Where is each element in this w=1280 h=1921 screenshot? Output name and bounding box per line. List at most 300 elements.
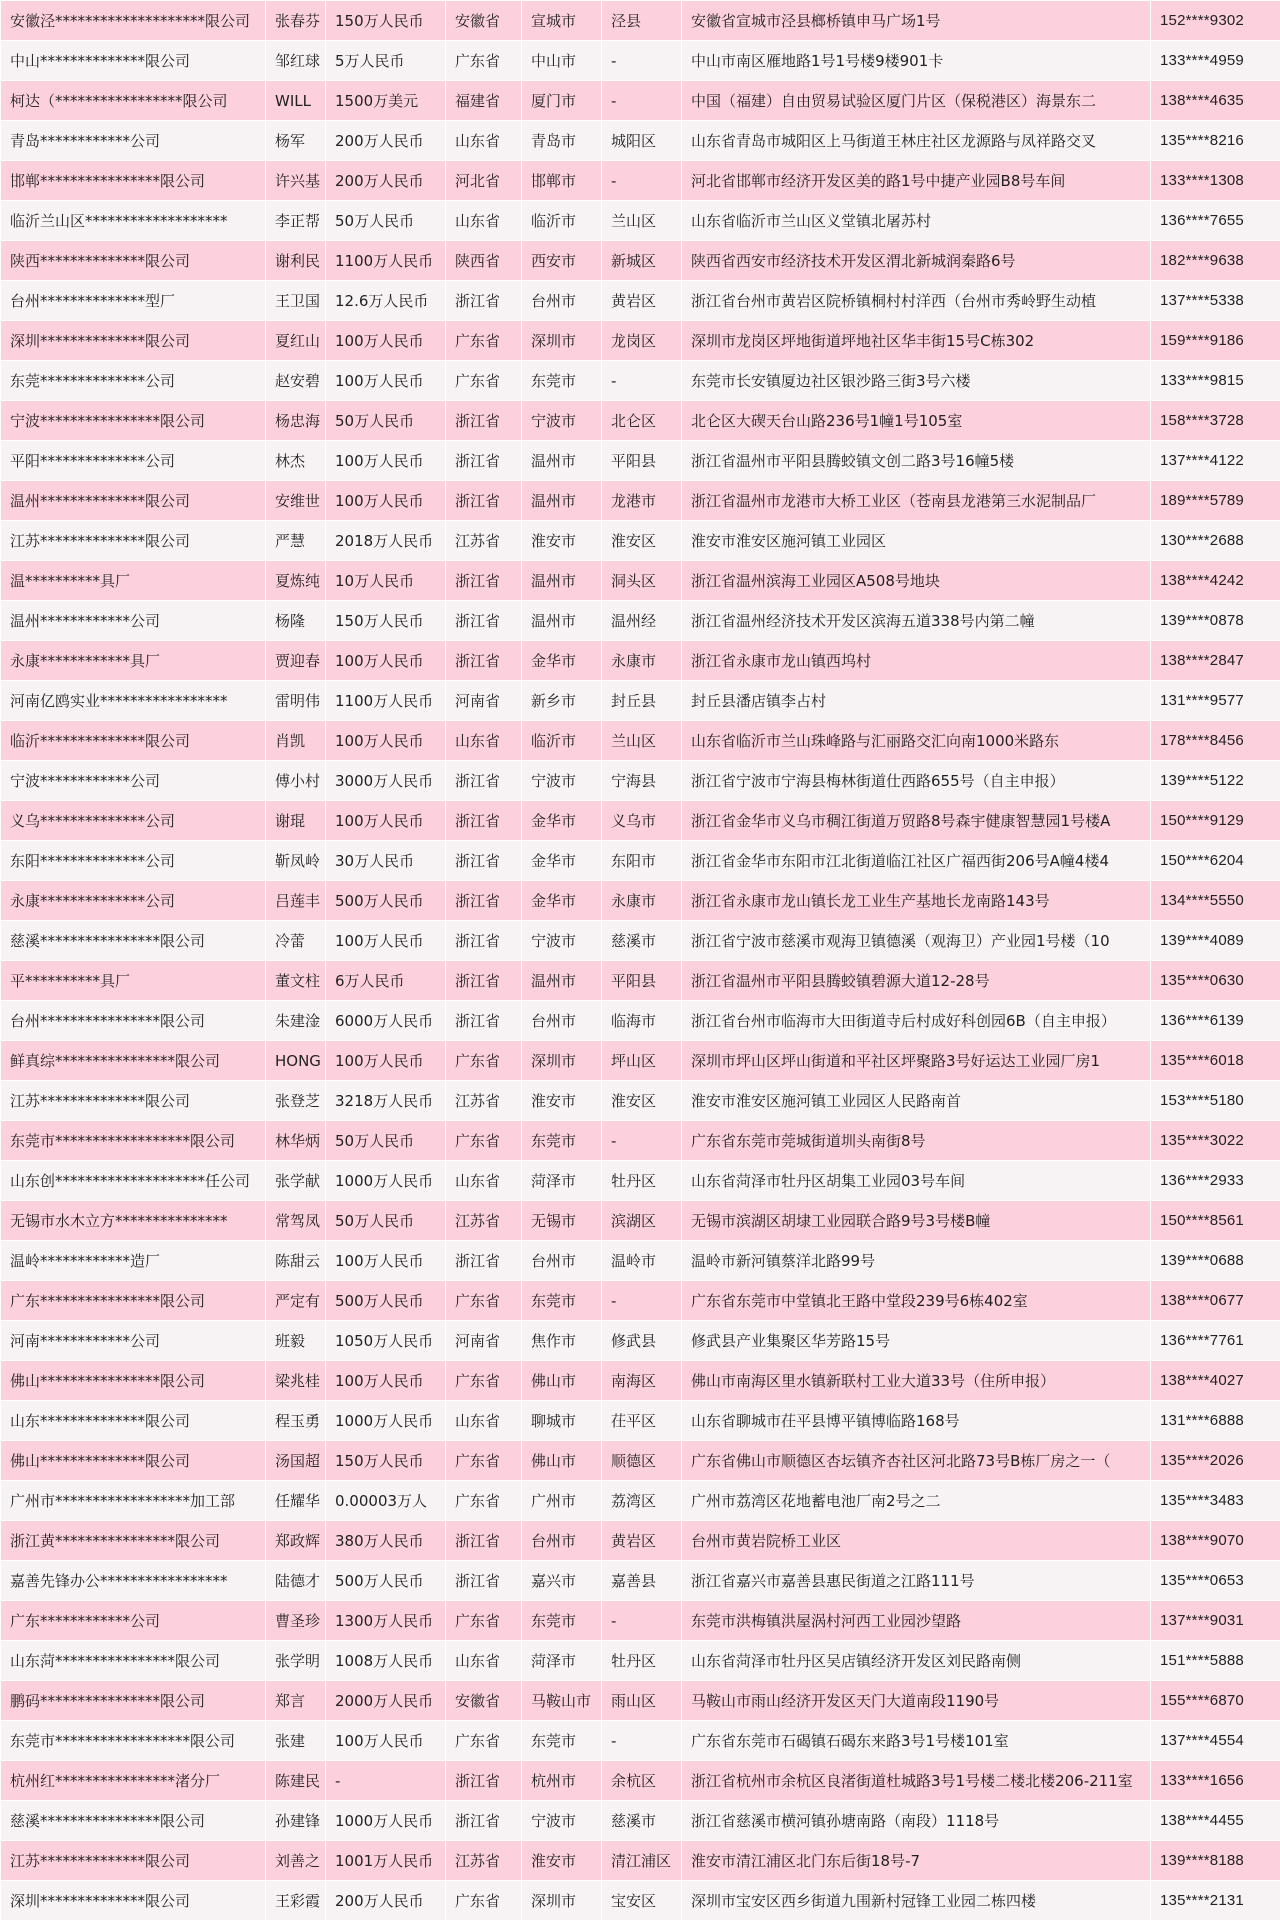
table-row [1, 1721, 1280, 1761]
address-cell: 深圳市龙岗区坪地街道坪地社区华丰街15号C栋302 [682, 321, 1151, 361]
company-name-cell: 永康**************公司 [1, 881, 266, 921]
registered-capital-cell: 3218万人民币 [326, 1081, 446, 1121]
phone-cell: 135****2026 [1151, 1441, 1280, 1481]
phone-cell: 138****0677 [1151, 1281, 1280, 1321]
registered-capital-cell: 100万人民币 [326, 1721, 446, 1761]
district-cell: 宝安区 [602, 1881, 682, 1921]
province-cell: 浙江省 [446, 1521, 522, 1561]
company-name-cell: 青岛************公司 [1, 121, 266, 161]
address-cell: 修武县产业集聚区华芳路15号 [682, 1321, 1151, 1361]
registered-capital-cell: 1008万人民币 [326, 1641, 446, 1681]
table-row [1, 321, 1280, 361]
phone-cell: 189****5789 [1151, 481, 1280, 521]
registered-capital-cell: 100万人民币 [326, 321, 446, 361]
company-name-cell: 山东菏****************限公司 [1, 1641, 266, 1681]
phone-cell: 150****9129 [1151, 801, 1280, 841]
address-cell: 温岭市新河镇蔡洋北路99号 [682, 1241, 1151, 1281]
district-cell: - [602, 161, 682, 201]
contact-name-cell: 汤国超 [266, 1441, 326, 1481]
district-cell: 茌平区 [602, 1401, 682, 1441]
contact-name-cell: 朱建淦 [266, 1001, 326, 1041]
province-cell: 浙江省 [446, 1241, 522, 1281]
registered-capital-cell: 200万人民币 [326, 121, 446, 161]
address-cell: 浙江省温州滨海工业园区A508号地块 [682, 561, 1151, 601]
table-row [1, 1841, 1280, 1881]
registered-capital-cell: 1500万美元 [326, 81, 446, 121]
province-cell: 河南省 [446, 1321, 522, 1361]
province-cell: 广东省 [446, 361, 522, 401]
contact-name-cell: 张学献 [266, 1161, 326, 1201]
phone-cell: 137****4554 [1151, 1721, 1280, 1761]
address-cell: 浙江省温州经济技术开发区滨海五道338号内第二幢 [682, 601, 1151, 641]
phone-cell: 139****8188 [1151, 1841, 1280, 1881]
company-name-cell: 深圳**************限公司 [1, 321, 266, 361]
registered-capital-cell: 500万人民币 [326, 1561, 446, 1601]
district-cell: 义乌市 [602, 801, 682, 841]
city-cell: 温州市 [522, 561, 602, 601]
contact-name-cell: 吕莲丰 [266, 881, 326, 921]
registered-capital-cell: 100万人民币 [326, 1041, 446, 1081]
contact-name-cell: 李正帮 [266, 201, 326, 241]
table-row [1, 641, 1280, 681]
registered-capital-cell: 1000万人民币 [326, 1401, 446, 1441]
province-cell: 浙江省 [446, 801, 522, 841]
table-row [1, 161, 1280, 201]
province-cell: 广东省 [446, 1121, 522, 1161]
contact-name-cell: 夏红山 [266, 321, 326, 361]
province-cell: 浙江省 [446, 601, 522, 641]
table-row [1, 1, 1280, 41]
phone-cell: 138****4242 [1151, 561, 1280, 601]
contact-name-cell: HONG [266, 1041, 326, 1081]
district-cell: 封丘县 [602, 681, 682, 721]
table-row [1, 1561, 1280, 1601]
registered-capital-cell: 1100万人民币 [326, 241, 446, 281]
registered-capital-cell: 1000万人民币 [326, 1801, 446, 1841]
district-cell: 坪山区 [602, 1041, 682, 1081]
district-cell: - [602, 1121, 682, 1161]
city-cell: 马鞍山市 [522, 1681, 602, 1721]
company-name-cell: 杭州红****************渚分厂 [1, 1761, 266, 1801]
district-cell: 宁海县 [602, 761, 682, 801]
province-cell: 浙江省 [446, 481, 522, 521]
registered-capital-cell: 100万人民币 [326, 721, 446, 761]
province-cell: 广东省 [446, 41, 522, 81]
company-name-cell: 义乌**************公司 [1, 801, 266, 841]
city-cell: 临沂市 [522, 201, 602, 241]
phone-cell: 133****1308 [1151, 161, 1280, 201]
table-row [1, 1401, 1280, 1441]
registered-capital-cell: 5万人民币 [326, 41, 446, 81]
address-cell: 浙江省温州市龙港市大桥工业区（苍南县龙港第三水泥制品厂 [682, 481, 1151, 521]
table-row [1, 1361, 1280, 1401]
address-cell: 广东省东莞市石碣镇石碣东来路3号1号楼101室 [682, 1721, 1151, 1761]
company-name-cell: 东莞**************公司 [1, 361, 266, 401]
province-cell: 安徽省 [446, 1, 522, 41]
phone-cell: 137****9031 [1151, 1601, 1280, 1641]
company-name-cell: 嘉善先锋办公***************** [1, 1561, 266, 1601]
registered-capital-cell: 50万人民币 [326, 201, 446, 241]
registered-capital-cell: 2018万人民币 [326, 521, 446, 561]
district-cell: 永康市 [602, 881, 682, 921]
table-row [1, 801, 1280, 841]
province-cell: 广东省 [446, 1441, 522, 1481]
province-cell: 山东省 [446, 1161, 522, 1201]
city-cell: 温州市 [522, 601, 602, 641]
district-cell: 荔湾区 [602, 1481, 682, 1521]
table-row [1, 1121, 1280, 1161]
phone-cell: 155****6870 [1151, 1681, 1280, 1721]
table-row [1, 401, 1280, 441]
company-name-cell: 永康************具厂 [1, 641, 266, 681]
registered-capital-cell: 200万人民币 [326, 1881, 446, 1921]
district-cell: 滨湖区 [602, 1201, 682, 1241]
registered-capital-cell: 500万人民币 [326, 1281, 446, 1321]
address-cell: 浙江省慈溪市横河镇孙塘南路（南段）1118号 [682, 1801, 1151, 1841]
address-cell: 广东省东莞市莞城街道圳头南街8号 [682, 1121, 1151, 1161]
address-cell: 山东省聊城市茌平县博平镇博临路168号 [682, 1401, 1151, 1441]
phone-cell: 131****9577 [1151, 681, 1280, 721]
province-cell: 河北省 [446, 161, 522, 201]
province-cell: 福建省 [446, 81, 522, 121]
city-cell: 淮安市 [522, 1081, 602, 1121]
address-cell: 淮安市淮安区施河镇工业园区人民路南首 [682, 1081, 1151, 1121]
province-cell: 山东省 [446, 201, 522, 241]
registered-capital-cell: 100万人民币 [326, 1361, 446, 1401]
registered-capital-cell: 10万人民币 [326, 561, 446, 601]
phone-cell: 150****6204 [1151, 841, 1280, 881]
district-cell: 慈溪市 [602, 1801, 682, 1841]
district-cell: 淮安区 [602, 521, 682, 561]
table-row [1, 81, 1280, 121]
address-cell: 浙江省嘉兴市嘉善县惠民街道之江路111号 [682, 1561, 1151, 1601]
address-cell: 东莞市长安镇厦边社区银沙路三街3号六楼 [682, 361, 1151, 401]
province-cell: 广东省 [446, 1361, 522, 1401]
city-cell: 佛山市 [522, 1441, 602, 1481]
contact-name-cell: 杨忠海 [266, 401, 326, 441]
district-cell: - [602, 81, 682, 121]
contact-name-cell: 梁兆桂 [266, 1361, 326, 1401]
contact-name-cell: 任耀华 [266, 1481, 326, 1521]
city-cell: 东莞市 [522, 1601, 602, 1641]
table-row [1, 561, 1280, 601]
company-name-cell: 江苏**************限公司 [1, 521, 266, 561]
phone-cell: 150****8561 [1151, 1201, 1280, 1241]
company-name-cell: 安徽泾********************限公司 [1, 1, 266, 41]
district-cell: 清江浦区 [602, 1841, 682, 1881]
contact-name-cell: 雷明伟 [266, 681, 326, 721]
contact-name-cell: 冷蕾 [266, 921, 326, 961]
address-cell: 浙江省宁波市慈溪市观海卫镇德溪（观海卫）产业园1号楼（10 [682, 921, 1151, 961]
address-cell: 山东省菏泽市牡丹区吴店镇经济开发区刘民路南侧 [682, 1641, 1151, 1681]
district-cell: 修武县 [602, 1321, 682, 1361]
province-cell: 浙江省 [446, 881, 522, 921]
district-cell: 兰山区 [602, 201, 682, 241]
address-cell: 山东省菏泽市牡丹区胡集工业园03号车间 [682, 1161, 1151, 1201]
contact-name-cell: 班毅 [266, 1321, 326, 1361]
phone-cell: 136****7761 [1151, 1321, 1280, 1361]
province-cell: 广东省 [446, 1601, 522, 1641]
city-cell: 青岛市 [522, 121, 602, 161]
company-name-cell: 鹏码****************限公司 [1, 1681, 266, 1721]
district-cell: 永康市 [602, 641, 682, 681]
table-row [1, 281, 1280, 321]
district-cell: - [602, 1601, 682, 1641]
contact-name-cell: 林杰 [266, 441, 326, 481]
table-row [1, 1241, 1280, 1281]
registered-capital-cell: 100万人民币 [326, 921, 446, 961]
address-cell: 山东省临沂市兰山区义堂镇北屠苏村 [682, 201, 1151, 241]
province-cell: 江苏省 [446, 521, 522, 561]
address-cell: 浙江省宁波市宁海县梅林街道仕西路655号（自主申报） [682, 761, 1151, 801]
company-name-cell: 慈溪****************限公司 [1, 921, 266, 961]
table-row [1, 241, 1280, 281]
province-cell: 浙江省 [446, 1561, 522, 1601]
registered-capital-cell: 1050万人民币 [326, 1321, 446, 1361]
city-cell: 台州市 [522, 1521, 602, 1561]
province-cell: 山东省 [446, 1401, 522, 1441]
registered-capital-cell: 6000万人民币 [326, 1001, 446, 1041]
address-cell: 深圳市坪山区坪山街道和平社区坪聚路3号好运达工业园厂房1 [682, 1041, 1151, 1081]
city-cell: 东莞市 [522, 361, 602, 401]
contact-name-cell: 杨军 [266, 121, 326, 161]
address-cell: 北仑区大碶天台山路236号1幢1号105室 [682, 401, 1151, 441]
address-cell: 山东省临沂市兰山珠峰路与汇丽路交汇向南1000米路东 [682, 721, 1151, 761]
phone-cell: 135****3022 [1151, 1121, 1280, 1161]
phone-cell: 138****4455 [1151, 1801, 1280, 1841]
contact-name-cell: 谢利民 [266, 241, 326, 281]
district-cell: 新城区 [602, 241, 682, 281]
table-row [1, 1201, 1280, 1241]
city-cell: 焦作市 [522, 1321, 602, 1361]
address-cell: 浙江省永康市龙山镇长龙工业生产基地长龙南路143号 [682, 881, 1151, 921]
city-cell: 金华市 [522, 801, 602, 841]
contact-name-cell: 谢琨 [266, 801, 326, 841]
address-cell: 中山市南区雁地路1号1号楼9楼901卡 [682, 41, 1151, 81]
address-cell: 马鞍山市雨山经济开发区天门大道南段1190号 [682, 1681, 1151, 1721]
company-name-cell: 东莞市******************限公司 [1, 1121, 266, 1161]
phone-cell: 133****9815 [1151, 361, 1280, 401]
contact-name-cell: 陈建民 [266, 1761, 326, 1801]
company-name-cell: 中山**************限公司 [1, 41, 266, 81]
district-cell: - [602, 361, 682, 401]
city-cell: 深圳市 [522, 1041, 602, 1081]
phone-cell: 159****9186 [1151, 321, 1280, 361]
contact-name-cell: 傅小村 [266, 761, 326, 801]
contact-name-cell: 孙建锋 [266, 1801, 326, 1841]
company-name-cell: 温州**************限公司 [1, 481, 266, 521]
company-name-cell: 温岭************造厂 [1, 1241, 266, 1281]
district-cell: 平阳县 [602, 961, 682, 1001]
district-cell: - [602, 1281, 682, 1321]
table-row [1, 1441, 1280, 1481]
district-cell: 洞头区 [602, 561, 682, 601]
phone-cell: 139****5122 [1151, 761, 1280, 801]
table-row [1, 521, 1280, 561]
contact-name-cell: 张学明 [266, 1641, 326, 1681]
phone-cell: 133****1656 [1151, 1761, 1280, 1801]
table-row [1, 361, 1280, 401]
contact-name-cell: 张登芝 [266, 1081, 326, 1121]
address-cell: 浙江省温州市平阳县腾蛟镇碧源大道12-28号 [682, 961, 1151, 1001]
phone-cell: 136****2933 [1151, 1161, 1280, 1201]
city-cell: 临沂市 [522, 721, 602, 761]
phone-cell: 152****9302 [1151, 1, 1280, 41]
table-row [1, 601, 1280, 641]
city-cell: 杭州市 [522, 1761, 602, 1801]
registered-capital-cell: 1300万人民币 [326, 1601, 446, 1641]
registered-capital-cell: 500万人民币 [326, 881, 446, 921]
company-name-cell: 临沂**************限公司 [1, 721, 266, 761]
registered-capital-cell: 100万人民币 [326, 1241, 446, 1281]
table-row [1, 761, 1280, 801]
city-cell: 台州市 [522, 1001, 602, 1041]
company-name-cell: 柯达（*****************限公司 [1, 81, 266, 121]
address-cell: 浙江省温州市平阳县腾蛟镇文创二路3号16幢5楼 [682, 441, 1151, 481]
province-cell: 山东省 [446, 721, 522, 761]
company-name-cell: 河南************公司 [1, 1321, 266, 1361]
company-name-cell: 邯郸****************限公司 [1, 161, 266, 201]
city-cell: 淮安市 [522, 1841, 602, 1881]
province-cell: 浙江省 [446, 561, 522, 601]
city-cell: 菏泽市 [522, 1641, 602, 1681]
address-cell: 无锡市滨湖区胡埭工业园联合路9号3号楼B幢 [682, 1201, 1151, 1241]
table-row [1, 1641, 1280, 1681]
company-name-cell: 江苏**************限公司 [1, 1081, 266, 1121]
province-cell: 浙江省 [446, 961, 522, 1001]
contact-name-cell: 赵安碧 [266, 361, 326, 401]
registered-capital-cell: 30万人民币 [326, 841, 446, 881]
table-row [1, 1081, 1280, 1121]
address-cell: 浙江省永康市龙山镇西坞村 [682, 641, 1151, 681]
table-row [1, 1681, 1280, 1721]
contact-name-cell: 林华炳 [266, 1121, 326, 1161]
district-cell: 余杭区 [602, 1761, 682, 1801]
phone-cell: 135****0653 [1151, 1561, 1280, 1601]
table-row [1, 1001, 1280, 1041]
table-row [1, 1161, 1280, 1201]
city-cell: 菏泽市 [522, 1161, 602, 1201]
company-name-cell: 临沂兰山区******************* [1, 201, 266, 241]
district-cell: 顺德区 [602, 1441, 682, 1481]
city-cell: 金华市 [522, 841, 602, 881]
district-cell: 东阳市 [602, 841, 682, 881]
province-cell: 浙江省 [446, 921, 522, 961]
company-name-cell: 广东****************限公司 [1, 1281, 266, 1321]
phone-cell: 135****3483 [1151, 1481, 1280, 1521]
district-cell: 城阳区 [602, 121, 682, 161]
table-row [1, 121, 1280, 161]
table-row [1, 1761, 1280, 1801]
contact-name-cell: 严慧 [266, 521, 326, 561]
registered-capital-cell: 1100万人民币 [326, 681, 446, 721]
company-name-cell: 佛山**************限公司 [1, 1441, 266, 1481]
district-cell: 南海区 [602, 1361, 682, 1401]
phone-cell: 178****8456 [1151, 721, 1280, 761]
phone-cell: 135****6018 [1151, 1041, 1280, 1081]
registered-capital-cell: 150万人民币 [326, 1441, 446, 1481]
registered-capital-cell: 100万人民币 [326, 801, 446, 841]
contact-name-cell: 严定有 [266, 1281, 326, 1321]
address-cell: 山东省青岛市城阳区上马街道王林庄社区龙源路与凤祥路交叉 [682, 121, 1151, 161]
registered-capital-cell: 12.6万人民币 [326, 281, 446, 321]
contact-name-cell: 陈甜云 [266, 1241, 326, 1281]
phone-cell: 151****5888 [1151, 1641, 1280, 1681]
district-cell: 嘉善县 [602, 1561, 682, 1601]
contact-name-cell: 郑言 [266, 1681, 326, 1721]
province-cell: 广东省 [446, 1481, 522, 1521]
table-row [1, 201, 1280, 241]
contact-name-cell: 常驾凤 [266, 1201, 326, 1241]
province-cell: 浙江省 [446, 441, 522, 481]
table-row [1, 1601, 1280, 1641]
table-body [1, 1, 1280, 1921]
city-cell: 宁波市 [522, 761, 602, 801]
address-cell: 广州市荔湾区花地蓄电池厂南2号之二 [682, 1481, 1151, 1521]
address-cell: 广东省佛山市顺德区杏坛镇齐杏社区河北路73号B栋厂房之一（ [682, 1441, 1151, 1481]
province-cell: 浙江省 [446, 1801, 522, 1841]
province-cell: 浙江省 [446, 761, 522, 801]
phone-cell: 137****4122 [1151, 441, 1280, 481]
district-cell: 兰山区 [602, 721, 682, 761]
registered-capital-cell: 0.00003万人 [326, 1481, 446, 1521]
contact-name-cell: 杨隆 [266, 601, 326, 641]
phone-cell: 134****5550 [1151, 881, 1280, 921]
district-cell: 黄岩区 [602, 281, 682, 321]
table-row [1, 1481, 1280, 1521]
phone-cell: 131****6888 [1151, 1401, 1280, 1441]
registered-capital-cell: 1001万人民币 [326, 1841, 446, 1881]
registered-capital-cell: 100万人民币 [326, 441, 446, 481]
province-cell: 广东省 [446, 1041, 522, 1081]
table-row [1, 1321, 1280, 1361]
table-row [1, 481, 1280, 521]
contact-name-cell: 张建 [266, 1721, 326, 1761]
table-row [1, 1881, 1280, 1921]
address-cell: 陕西省西安市经济技术开发区渭北新城润秦路6号 [682, 241, 1151, 281]
table-row [1, 1281, 1280, 1321]
company-name-cell: 平阳**************公司 [1, 441, 266, 481]
registered-capital-cell: 50万人民币 [326, 401, 446, 441]
city-cell: 嘉兴市 [522, 1561, 602, 1601]
registered-capital-cell: 100万人民币 [326, 481, 446, 521]
province-cell: 浙江省 [446, 1761, 522, 1801]
company-name-cell: 陕西**************限公司 [1, 241, 266, 281]
address-cell: 浙江省台州市临海市大田街道寺后村成好科创园6B（自主申报） [682, 1001, 1151, 1041]
province-cell: 广东省 [446, 321, 522, 361]
table-row [1, 1521, 1280, 1561]
registered-capital-cell: 200万人民币 [326, 161, 446, 201]
company-name-cell: 河南亿鸥实业***************** [1, 681, 266, 721]
company-name-cell: 浙江黄****************限公司 [1, 1521, 266, 1561]
phone-cell: 135****0630 [1151, 961, 1280, 1001]
table-row [1, 841, 1280, 881]
phone-cell: 139****0878 [1151, 601, 1280, 641]
city-cell: 温州市 [522, 441, 602, 481]
city-cell: 东莞市 [522, 1281, 602, 1321]
phone-cell: 138****9070 [1151, 1521, 1280, 1561]
contact-name-cell: 邹红球 [266, 41, 326, 81]
contact-name-cell: 王卫国 [266, 281, 326, 321]
city-cell: 新乡市 [522, 681, 602, 721]
contact-name-cell: 陆德才 [266, 1561, 326, 1601]
address-cell: 深圳市宝安区西乡街道九围新村冠锋工业园二栋四楼 [682, 1881, 1151, 1921]
phone-cell: 135****8216 [1151, 121, 1280, 161]
city-cell: 台州市 [522, 1241, 602, 1281]
city-cell: 深圳市 [522, 1881, 602, 1921]
district-cell: 雨山区 [602, 1681, 682, 1721]
company-name-cell: 温州************公司 [1, 601, 266, 641]
